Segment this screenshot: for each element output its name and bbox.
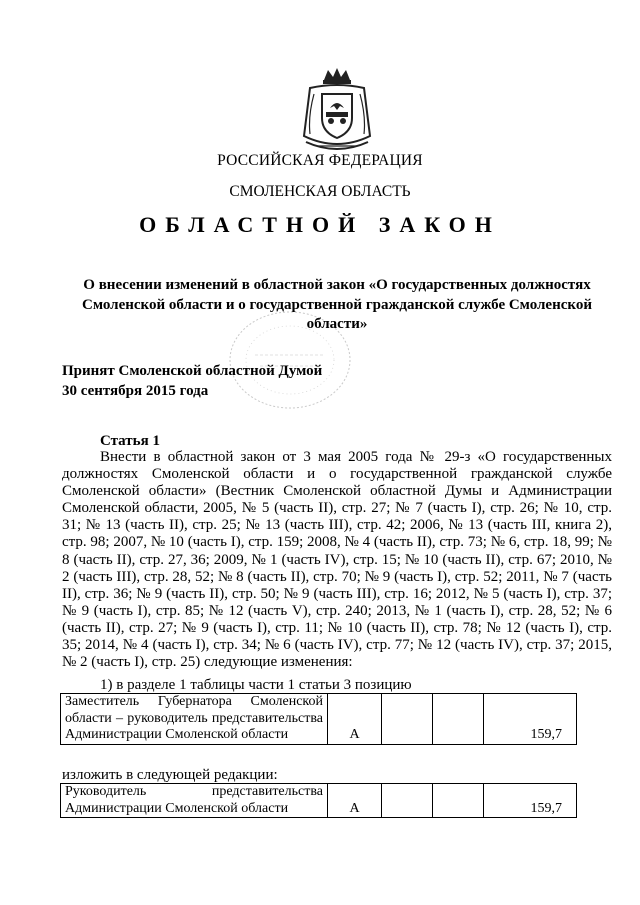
- table-row: [61, 694, 577, 745]
- article-body: Внести в областной закон от 3 мая 2005 года № 29-з «О государственных должностях Смоленской области и о государственной гражданской службе Смоленской области» (Вестник Смоленской областной Думы и Администрации Смоленской области, 2005, № 5 (часть II), стр. 27; № 7 (часть I), стр. 26; № 10, стр. 31; № 13 (часть II), стр. 25; № 13 (часть III), стр. 42; 2006, № 13 (часть III, книга 2), стр. 98; 2007, № 10 (часть I), стр. 159; 2008, № 4 (часть II), стр. 73; № 6, стр. 18, 99; № 8 (часть II), стр. 27, 36; 2009, № 1 (часть IV), стр. 15; № 10 (часть II), стр. 67; 2010, № 2 (часть III), стр. 28, 52; № 8 (часть II), стр. 70; № 9 (часть I), стр. 52; 2011, № 7 (часть II), стр. 36; № 9 (часть II), стр. 50; № 9 (часть III), стр. 16; 2012, № 5 (часть I), стр. 37; № 9 (часть I), стр. 85; № 12 (часть V), стр. 240; 2013, № 1 (часть I), стр. 28, 52; № 6 (часть II), стр. 27; № 9 (часть I), стр. 11; № 10 (часть II), стр. 78; № 12 (часть I), стр. 35; 2014, № 4 (часть I), стр. 34; № 6 (часть IV), стр. 77; № 12 (часть IV), стр. 37; 2015, № 2 (часть I), стр. 25) следующие изменения:: [62, 449, 612, 671]
- adoption-date: 30 сентября 2015 года: [62, 382, 209, 399]
- new-position-table: [60, 783, 577, 818]
- salary-cell: 159,7: [484, 784, 577, 818]
- adoption-info: [62, 362, 322, 401]
- amendment-item-1: 1) в разделе 1 таблицы части 1 статьи 3 позицию: [100, 677, 412, 693]
- law-title: О внесении изменений в областной закон «О государственных должностях Смоленской области и о государственной гражданской службе Смоленской области»: [82, 277, 592, 332]
- coat-of-arms-icon: [300, 66, 374, 154]
- group-cell: А: [328, 694, 382, 745]
- empty-cell: [433, 784, 484, 818]
- empty-cell: [382, 784, 433, 818]
- old-position-table: [60, 693, 577, 745]
- position-cell: Руководитель представительства Администрации Смоленской области: [61, 784, 328, 818]
- seal-stamp: [215, 300, 365, 420]
- replace-instruction: изложить в следующей редакции:: [62, 767, 278, 783]
- empty-cell: [433, 694, 484, 745]
- group-cell: А: [328, 784, 382, 818]
- country-name: РОССИЙСКАЯ ФЕДЕРАЦИЯ: [217, 152, 423, 169]
- article-heading: Статья 1: [100, 433, 160, 449]
- empty-cell: [382, 694, 433, 745]
- adoption-line-1: Принят Смоленской областной Думой: [62, 363, 323, 379]
- position-cell: Заместитель Губернатора Смоленской области – руководитель представительства Администрации Смоленской области: [61, 694, 328, 745]
- salary-cell: 159,7: [484, 694, 577, 745]
- region-name: СМОЛЕНСКАЯ ОБЛАСТЬ: [229, 183, 411, 200]
- table-row: [61, 784, 577, 818]
- document-type: ОБЛАСТНОЙ ЗАКОН: [139, 212, 501, 237]
